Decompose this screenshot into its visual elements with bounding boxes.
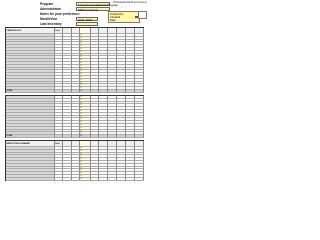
- table-row-cell[interactable]: [126, 178, 135, 181]
- table-row-cell[interactable]: 0: [80, 107, 91, 110]
- table-row-cell[interactable]: 0: [80, 147, 91, 150]
- table-row-cell[interactable]: 0: [80, 130, 91, 133]
- last-inventory-field[interactable]: [76, 22, 98, 26]
- table-row-cell[interactable]: 0: [80, 175, 91, 178]
- second-table: [5, 95, 144, 138]
- table-row-cell[interactable]: 0: [80, 45, 91, 48]
- side-box: [138, 11, 147, 19]
- last-inventory-label: Last Inventory: [40, 22, 62, 26]
- table-row-cell[interactable]: 0: [80, 59, 91, 62]
- total-row-cell[interactable]: [135, 135, 144, 138]
- table-header-cell: Unit: [55, 28, 63, 34]
- month-field[interactable]: 2021-2024: [76, 17, 98, 21]
- table-row-cell[interactable]: [72, 178, 80, 181]
- total-row-cell[interactable]: [55, 135, 63, 138]
- total-row-cell[interactable]: [108, 90, 117, 93]
- table-row-cell[interactable]: [135, 178, 144, 181]
- table-row-cell[interactable]: 0: [80, 164, 91, 167]
- infectious-table: [5, 140, 144, 181]
- table-row-cell[interactable]: 0: [80, 113, 91, 116]
- table-row-cell[interactable]: [91, 178, 99, 181]
- total-row-cell[interactable]: TOTAL: [6, 135, 55, 138]
- ordered-by-label: Ordered by:: [110, 12, 124, 16]
- total-row-cell[interactable]: [72, 135, 80, 138]
- table-row-cell[interactable]: 0: [80, 56, 91, 59]
- table-row-cell[interactable]: 0: [80, 76, 91, 79]
- total-row-cell[interactable]: TOTAL: [6, 90, 55, 93]
- table-row-cell[interactable]: 0: [80, 116, 91, 119]
- table-row-cell[interactable]: 0: [80, 79, 91, 82]
- table-row-cell[interactable]: 0: [80, 155, 91, 158]
- table-header-cell: CARDIOLOGY: [6, 28, 55, 34]
- table-row-cell[interactable]: 0: [80, 158, 91, 161]
- total-row-cell[interactable]: [99, 135, 108, 138]
- total-row-cell[interactable]: 0: [80, 135, 91, 138]
- document-title: Prehospital Medical Inventory: [112, 1, 147, 4]
- table-row-cell[interactable]: 0: [80, 161, 91, 164]
- admin-label: Administrator: [40, 7, 61, 11]
- ordered-box: [108, 11, 140, 23]
- table-row-cell[interactable]: 0: [80, 34, 91, 37]
- table-row-cell[interactable]: 0: [80, 169, 91, 172]
- table-row-cell[interactable]: 0: [80, 54, 91, 57]
- table-row-cell[interactable]: 0: [80, 121, 91, 124]
- table-row-cell[interactable]: 0: [80, 51, 91, 54]
- total-row-cell[interactable]: [117, 90, 126, 93]
- table-row-cell[interactable]: 0: [80, 82, 91, 85]
- table-row-cell[interactable]: 0: [80, 62, 91, 65]
- total-row-cell[interactable]: [126, 135, 135, 138]
- table-row-cell[interactable]: [108, 178, 117, 181]
- month-label: Month/Year: [40, 17, 58, 21]
- total-row-cell[interactable]: [126, 90, 135, 93]
- total-row-cell[interactable]: [91, 90, 99, 93]
- program-field[interactable]: Fast Service Medical Program: [78, 2, 119, 7]
- table-row-cell[interactable]: [63, 178, 72, 181]
- total-row-cell[interactable]: [63, 90, 72, 93]
- total-row: [6, 90, 144, 93]
- table-row-cell[interactable]: 0: [80, 37, 91, 40]
- table-row: [6, 178, 144, 181]
- table-row-cell[interactable]: 0: [80, 104, 91, 107]
- table-row-cell[interactable]: 0: [80, 68, 91, 71]
- table-row-cell[interactable]: 0: [80, 118, 91, 121]
- table-header-cell: INFECTIOUS DISEASE: [6, 141, 55, 147]
- table-row-cell[interactable]: 0: [80, 178, 91, 181]
- table-row-cell[interactable]: 0: [80, 153, 91, 156]
- checked-label: Checked: [110, 15, 121, 19]
- table-row-cell[interactable]: 0: [80, 99, 91, 102]
- admin-field[interactable]: EMS Company: [76, 7, 110, 11]
- table-row-cell[interactable]: 0: [80, 73, 91, 76]
- total-row-cell[interactable]: [135, 90, 144, 93]
- total-row-cell[interactable]: [117, 135, 126, 138]
- total-row-cell[interactable]: [91, 135, 99, 138]
- table-row-cell[interactable]: 0: [80, 124, 91, 127]
- total-row-cell[interactable]: [72, 90, 80, 93]
- table-row-cell[interactable]: 0: [80, 40, 91, 43]
- cardiology-table: [5, 27, 144, 93]
- total-row-cell[interactable]: [55, 90, 63, 93]
- date-label: Date:: [110, 18, 117, 22]
- notes-label: Notes for your preference:: [40, 12, 81, 16]
- table-row-cell[interactable]: 0: [80, 150, 91, 153]
- table-row-cell[interactable]: [6, 178, 55, 181]
- table-row-cell[interactable]: 0: [80, 172, 91, 175]
- program-label: Program: [40, 2, 54, 6]
- table-header-cell: Unit: [55, 141, 63, 147]
- table-row-cell[interactable]: 0: [80, 96, 91, 99]
- table-row-cell[interactable]: 0: [80, 87, 91, 90]
- table-row-cell[interactable]: [117, 178, 126, 181]
- table-row-cell[interactable]: 0: [80, 132, 91, 135]
- table-row-cell[interactable]: 0: [80, 167, 91, 170]
- table-row-cell[interactable]: [99, 178, 108, 181]
- table-row-cell[interactable]: 0: [80, 102, 91, 105]
- total-row: [6, 135, 144, 138]
- total-row-cell[interactable]: [108, 135, 117, 138]
- table-row-cell[interactable]: 0: [80, 110, 91, 113]
- table-row-cell[interactable]: [55, 178, 63, 181]
- total-row-cell[interactable]: [99, 90, 108, 93]
- table-row-cell[interactable]: 0: [80, 42, 91, 45]
- table-row-cell[interactable]: 0: [80, 84, 91, 87]
- table-row-cell[interactable]: 0: [80, 48, 91, 51]
- table-row-cell[interactable]: 0: [80, 65, 91, 68]
- table-row-cell[interactable]: 0: [80, 70, 91, 73]
- total-row-cell[interactable]: 0: [80, 90, 91, 93]
- inventory-page: [0, 0, 149, 198]
- table-row-cell[interactable]: 0: [80, 127, 91, 130]
- total-row-cell[interactable]: [63, 135, 72, 138]
